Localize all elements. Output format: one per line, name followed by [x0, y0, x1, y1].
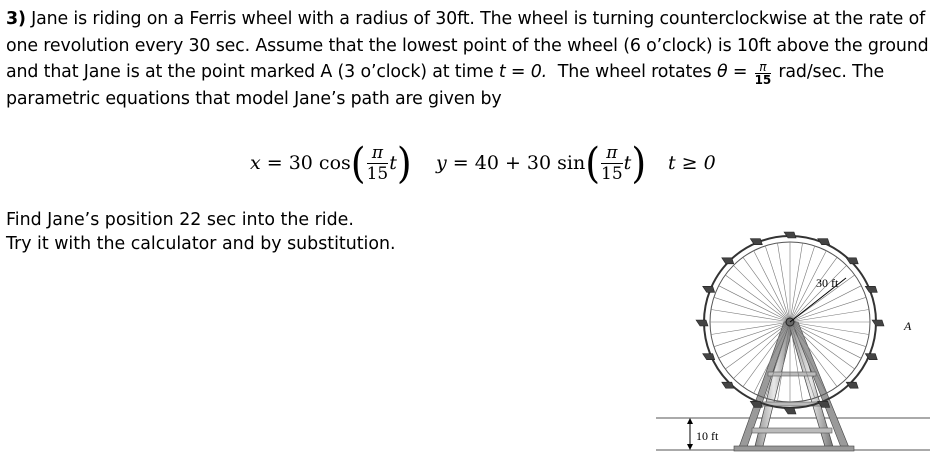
- gondola: [750, 401, 762, 407]
- base-platform: [734, 446, 854, 451]
- task-line-2: Try it with the calculator and by substitution.: [6, 234, 396, 254]
- x-t-variable: t: [389, 152, 397, 174]
- open-paren: (: [350, 138, 366, 188]
- spoke: [733, 265, 790, 322]
- gondola: [703, 354, 715, 360]
- y-t-variable: t: [623, 152, 632, 174]
- problem-text-3a: and that Jane is at the point marked A (3 o’clock) at time: [6, 62, 499, 82]
- gondola: [872, 320, 884, 326]
- arrow-up-icon: [687, 418, 693, 424]
- cross-brace-3: [752, 428, 832, 433]
- constraint-text: t ≥ 0: [668, 152, 716, 174]
- arrow-down-icon: [687, 444, 693, 450]
- y-frac-numerator: π: [601, 143, 623, 164]
- problem-statement: [6, 6, 932, 112]
- close-paren: ): [396, 138, 412, 188]
- problem-line-3: [6, 59, 932, 86]
- theta-symbol: θ: [716, 62, 728, 82]
- gondola: [696, 320, 708, 326]
- time-zero: t = 0.: [498, 62, 548, 82]
- problem-text-1: Jane is riding on a Ferris wheel with a radius of 30ft. The wheel is turning counterclockwise at the rate of: [31, 9, 926, 29]
- close-paren: ): [631, 138, 647, 188]
- equals-sign: =: [727, 62, 753, 82]
- x-frac-denominator: 15: [366, 163, 389, 184]
- spoke: [765, 246, 790, 322]
- t-constraint: [668, 136, 716, 190]
- x-variable: x: [250, 152, 261, 174]
- problem-line-1: [6, 6, 932, 33]
- spoke: [725, 275, 790, 322]
- problem-number: 3): [6, 9, 26, 29]
- x-rhs: = 30 cos: [260, 152, 351, 174]
- gondola: [818, 239, 830, 245]
- task-instructions: [6, 208, 396, 256]
- problem-line-2: one revolution every 30 sec. Assume that the lowest point of the wheel (6 o’clock) is 10ft above the ground: [6, 35, 929, 56]
- spoke: [714, 297, 790, 322]
- y-fraction: [601, 143, 623, 184]
- problem-text-3c: rad/sec. The: [773, 62, 885, 82]
- x-frac-numerator: π: [367, 143, 389, 164]
- y-rhs: = 40 + 30 sin: [446, 152, 586, 174]
- height-label: 10 ft: [696, 429, 719, 443]
- spoke: [790, 297, 866, 322]
- gondola: [865, 286, 877, 292]
- gondola: [722, 382, 734, 388]
- wheel: [696, 232, 884, 414]
- ferris-wheel-figure: [650, 222, 934, 458]
- spoke: [790, 246, 815, 322]
- spoke: [790, 265, 847, 322]
- x-fraction: [367, 143, 389, 184]
- rate-numerator: π: [755, 61, 771, 74]
- rate-denominator: 15: [754, 72, 772, 87]
- gondola: [846, 382, 858, 388]
- y-variable: y: [436, 152, 447, 174]
- y-frac-denominator: 15: [601, 163, 623, 184]
- rate-fraction: [755, 61, 771, 86]
- cross-brace-1: [768, 372, 816, 376]
- gondola: [784, 408, 796, 414]
- open-paren: (: [585, 138, 601, 188]
- gondola: [846, 258, 858, 264]
- radius-label: 30 ft: [816, 276, 839, 290]
- problem-line-4: parametric equations that model Jane’s path are given by: [6, 88, 502, 109]
- task-line-1: Find Jane’s position 22 sec into the ride.: [6, 210, 354, 230]
- gondola: [703, 286, 715, 292]
- gondola: [722, 258, 734, 264]
- y-equation: [436, 136, 646, 190]
- spoke: [743, 257, 790, 322]
- point-a-label: A: [904, 319, 912, 333]
- problem-text-3b: The wheel rotates: [547, 62, 717, 82]
- x-equation: [250, 136, 412, 190]
